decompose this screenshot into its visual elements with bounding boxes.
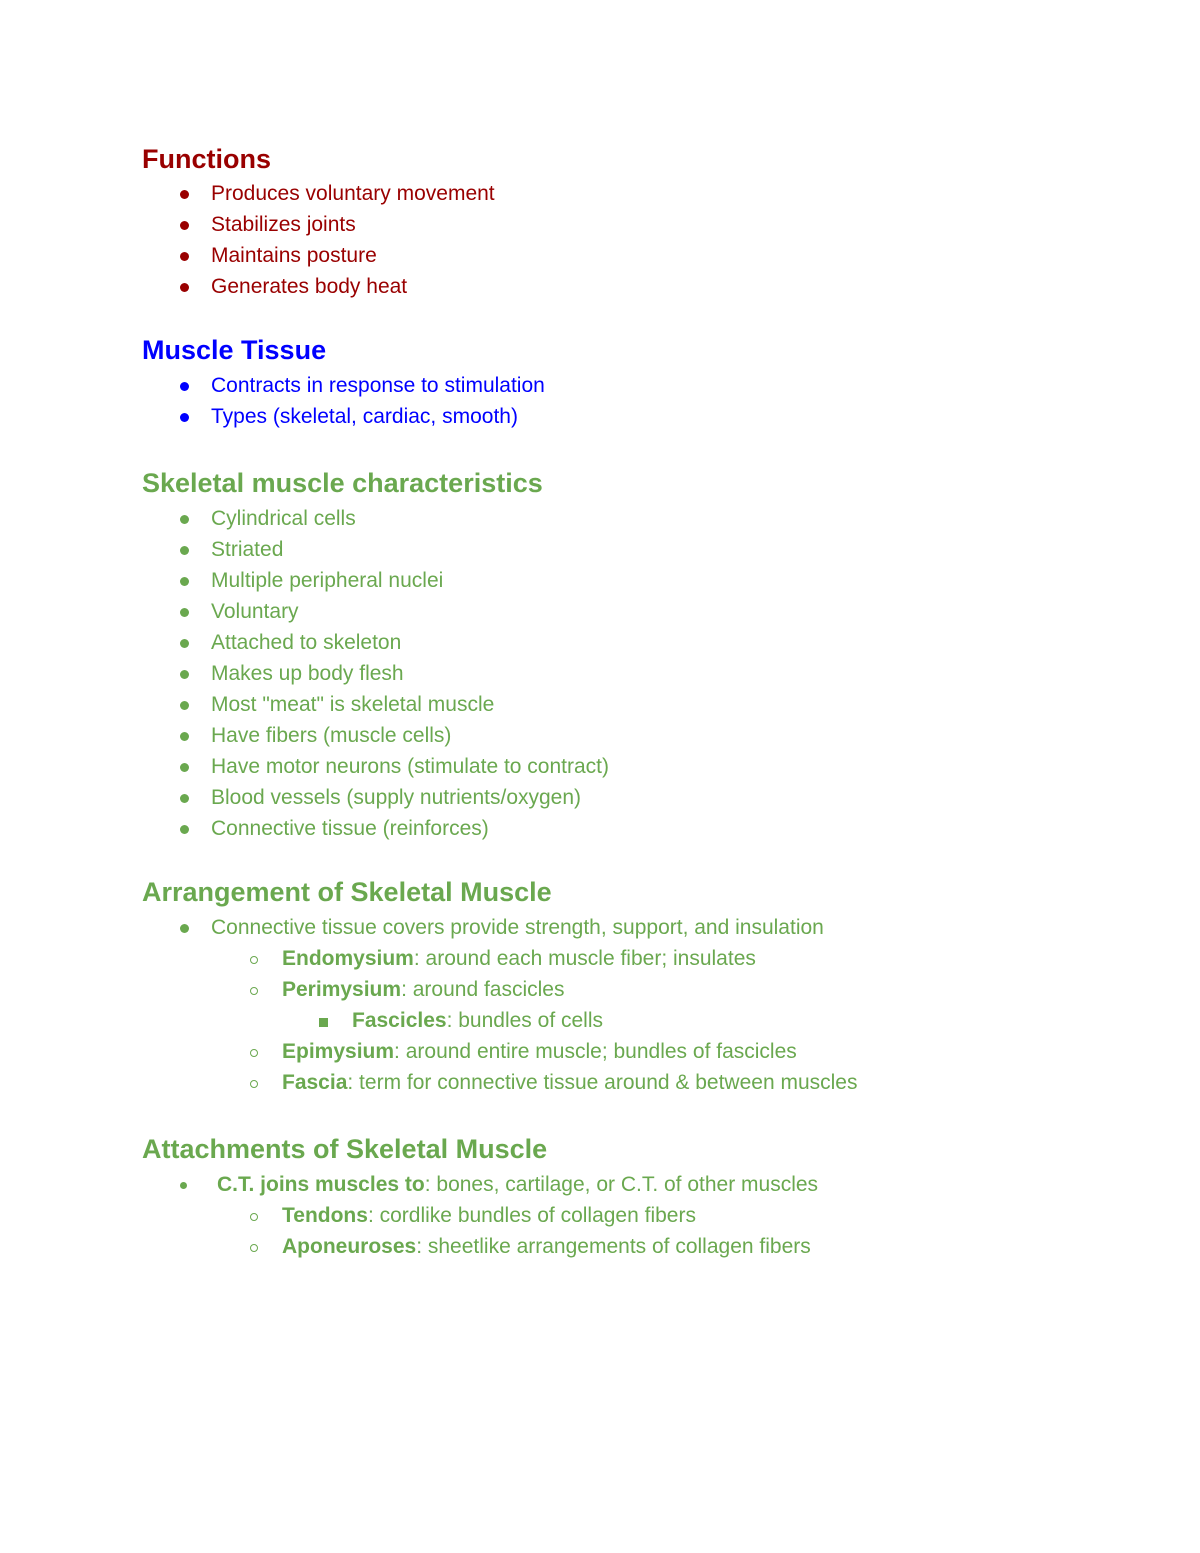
bullet-icon xyxy=(180,221,189,230)
list-item xyxy=(282,977,564,1003)
muscle-tissue-heading: Muscle Tissue xyxy=(142,335,327,365)
term-description: : around fascicles xyxy=(401,978,565,1001)
term-description: : cordlike bundles of collagen fibers xyxy=(367,1204,696,1227)
hollow-bullet-icon xyxy=(250,1080,258,1088)
bullet-icon xyxy=(180,763,189,772)
term-label: C.T. joins muscles to xyxy=(217,1173,425,1196)
bullet-icon xyxy=(180,190,189,199)
list-item: Contracts in response to stimulation xyxy=(211,374,545,397)
term-description: : bundles of cells xyxy=(446,1009,604,1032)
list-item: Voluntary xyxy=(211,600,299,623)
term-label: Aponeuroses xyxy=(282,1235,417,1258)
bullet-icon xyxy=(180,413,189,422)
list-item xyxy=(282,1070,857,1096)
term-label: Fascia xyxy=(282,1071,348,1094)
term-label: Epimysium xyxy=(282,1040,395,1063)
list-item: Have motor neurons (stimulate to contract) xyxy=(211,755,609,778)
bullet-icon xyxy=(180,252,189,261)
bullet-icon xyxy=(180,825,189,834)
bullet-icon xyxy=(180,670,189,679)
list-item: Connective tissue (reinforces) xyxy=(211,817,489,840)
hollow-bullet-icon xyxy=(250,1049,258,1057)
term-label: Tendons xyxy=(282,1204,368,1227)
list-item xyxy=(217,1172,818,1198)
hollow-bullet-icon xyxy=(250,1213,258,1221)
term-description: : sheetlike arrangements of collagen fibers xyxy=(416,1235,811,1258)
bullet-icon xyxy=(180,639,189,648)
term-description: : around each muscle fiber; insulates xyxy=(413,947,756,970)
list-item: Have fibers (muscle cells) xyxy=(211,724,452,747)
bullet-icon xyxy=(180,283,189,292)
bullet-icon xyxy=(180,924,189,933)
square-bullet-icon xyxy=(319,1018,328,1027)
list-item: Cylindrical cells xyxy=(211,507,356,530)
hollow-bullet-icon xyxy=(250,956,258,964)
bullet-icon xyxy=(180,1182,187,1189)
term-description: : around entire muscle; bundles of fascicles xyxy=(394,1040,797,1063)
list-item: Attached to skeleton xyxy=(211,631,402,654)
bullet-icon xyxy=(180,577,189,586)
list-item: Makes up body flesh xyxy=(211,662,404,685)
list-item xyxy=(282,946,756,972)
list-item: Maintains posture xyxy=(211,244,377,267)
list-item xyxy=(282,1039,797,1065)
list-item xyxy=(282,1203,696,1229)
list-item: Striated xyxy=(211,538,284,561)
list-item xyxy=(352,1008,603,1034)
list-item: Blood vessels (supply nutrients/oxygen) xyxy=(211,786,582,809)
term-description: : bones, cartilage, or C.T. of other muscles xyxy=(424,1173,819,1196)
list-item: Stabilizes joints xyxy=(211,213,356,236)
bullet-icon xyxy=(180,515,189,524)
term-label: Fascicles xyxy=(352,1009,447,1032)
list-item: Types (skeletal, cardiac, smooth) xyxy=(211,405,518,428)
term-label: Perimysium xyxy=(282,978,402,1001)
list-item: Most "meat" is skeletal muscle xyxy=(211,693,495,716)
list-item: Connective tissue covers provide strength, support, and insulation xyxy=(211,916,824,939)
list-item: Multiple peripheral nuclei xyxy=(211,569,444,592)
hollow-bullet-icon xyxy=(250,1244,258,1252)
list-item: Produces voluntary movement xyxy=(211,182,495,205)
bullet-icon xyxy=(180,732,189,741)
list-item xyxy=(282,1234,811,1260)
arrangement-heading: Arrangement of Skeletal Muscle xyxy=(142,877,552,907)
bullet-icon xyxy=(180,794,189,803)
term-description: : term for connective tissue around & between muscles xyxy=(347,1071,858,1094)
bullet-icon xyxy=(180,608,189,617)
bullet-icon xyxy=(180,701,189,710)
bullet-icon xyxy=(180,546,189,555)
bullet-icon xyxy=(180,382,189,391)
skeletal-characteristics-heading: Skeletal muscle characteristics xyxy=(142,468,543,498)
hollow-bullet-icon xyxy=(250,987,258,995)
term-label: Endomysium xyxy=(282,947,414,970)
list-item: Generates body heat xyxy=(211,275,408,298)
functions-heading: Functions xyxy=(142,144,271,174)
attachments-heading: Attachments of Skeletal Muscle xyxy=(142,1134,548,1164)
